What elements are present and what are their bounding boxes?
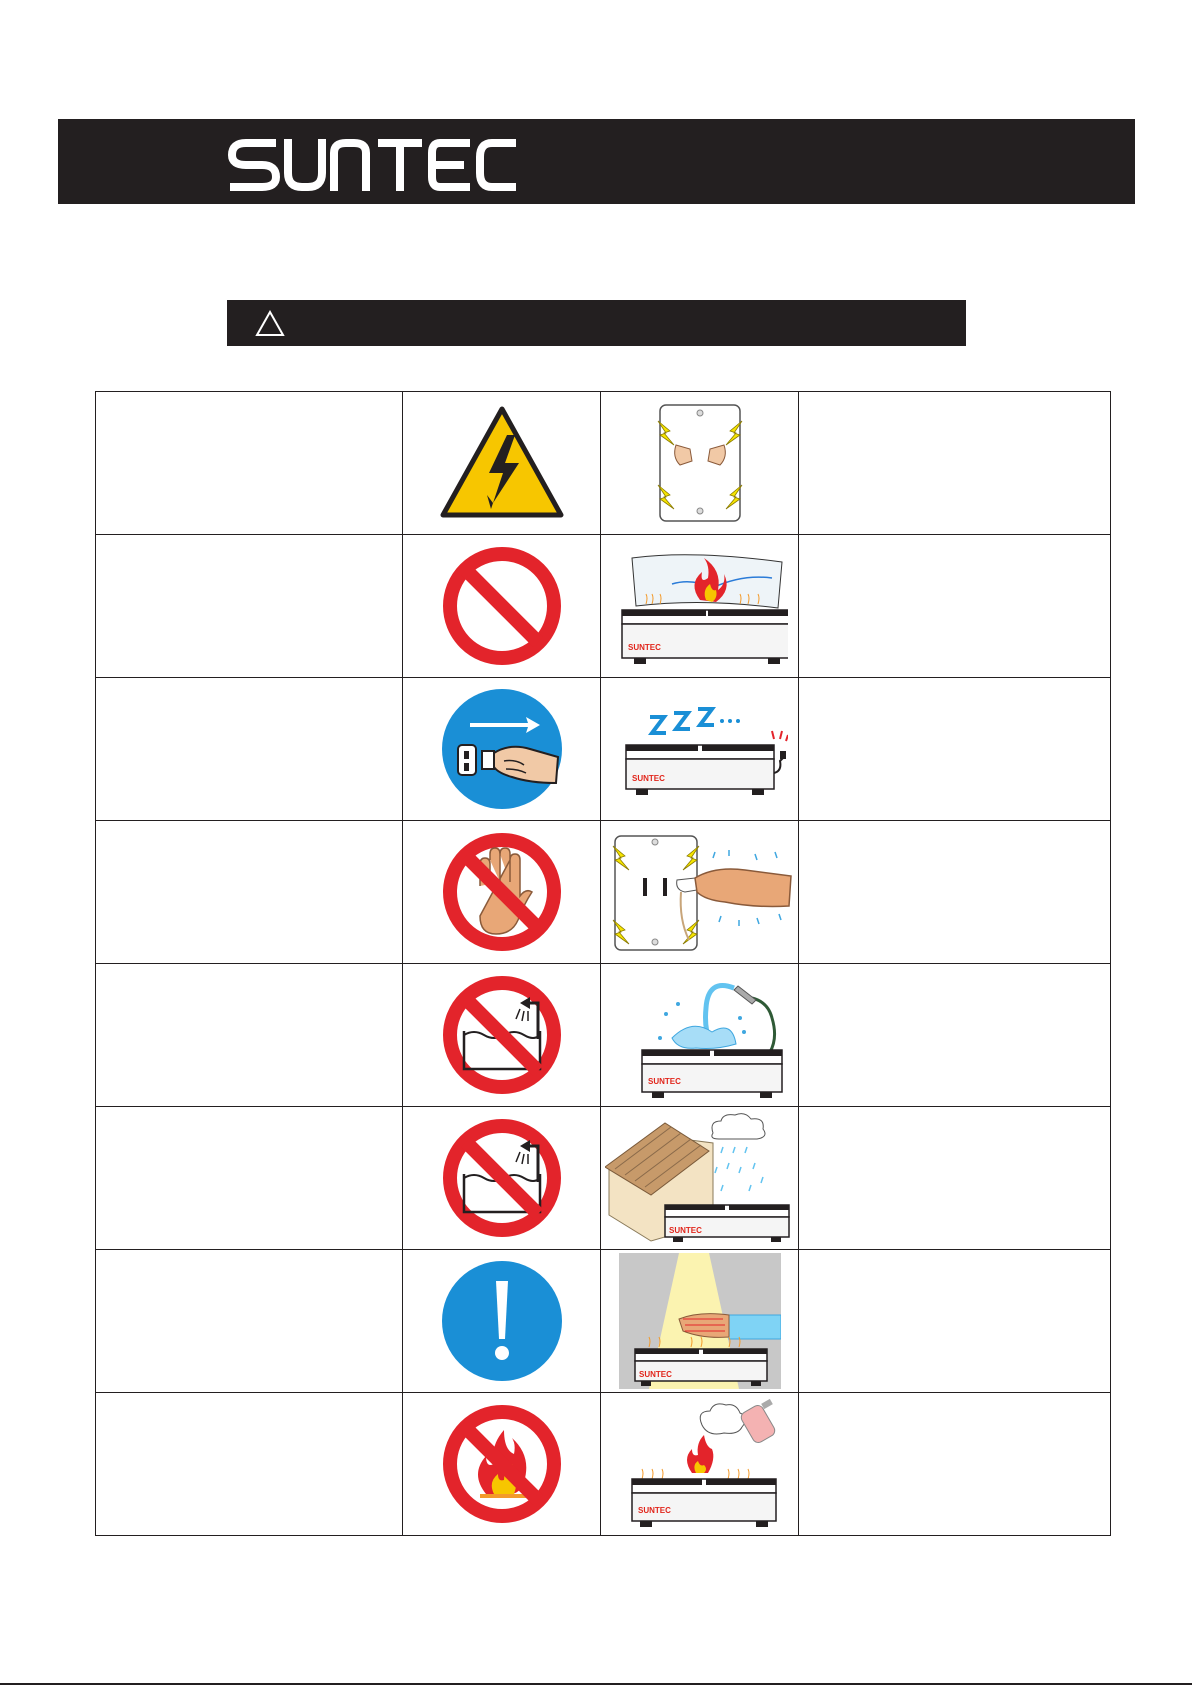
description-cell <box>799 678 1111 821</box>
symbol-cell <box>403 1393 601 1536</box>
table-row <box>96 1107 1111 1250</box>
brand-label: SUNTEC <box>647 1077 681 1086</box>
hand-above-hot-surface-illustration <box>619 1253 781 1389</box>
illustration-cell <box>601 535 799 678</box>
unplug-mandatory-icon <box>440 687 564 811</box>
table-row <box>96 392 1111 535</box>
description-cell <box>96 1107 403 1250</box>
description-cell <box>799 535 1111 678</box>
flammable-spray-near-hotplate-illustration <box>612 1397 788 1531</box>
no-flame-icon <box>440 1402 564 1526</box>
header-bar <box>58 119 1135 204</box>
brand-label: SUNTEC <box>631 774 665 783</box>
high-voltage-warning-icon <box>437 403 567 523</box>
description-cell <box>96 821 403 964</box>
warning-bar <box>227 300 966 346</box>
illustration-cell <box>601 964 799 1107</box>
safety-table <box>95 391 1111 1536</box>
description-cell <box>799 821 1111 964</box>
brand-label: SUNTEC <box>637 1506 671 1515</box>
description-cell <box>799 1250 1111 1393</box>
illustration-cell <box>601 1250 799 1393</box>
brand-label: SUNTEC <box>668 1226 702 1235</box>
description-cell <box>799 1107 1111 1250</box>
illustration-cell <box>601 821 799 964</box>
burning-paper-on-hotplate-illustration <box>612 544 788 668</box>
table-row <box>96 1250 1111 1393</box>
symbol-cell <box>403 964 601 1107</box>
table-row <box>96 821 1111 964</box>
illustration-cell <box>601 1393 799 1536</box>
hotplate-outdoor-rain-illustration <box>605 1111 795 1245</box>
description-cell <box>799 1393 1111 1536</box>
table-row <box>96 964 1111 1107</box>
prohibition-icon <box>440 544 564 668</box>
symbol-cell <box>403 535 601 678</box>
suntec-logo <box>226 129 516 201</box>
no-water-spray-icon <box>440 973 564 1097</box>
illustration-cell <box>601 1107 799 1250</box>
illustration-cell <box>601 392 799 535</box>
description-cell <box>96 1393 403 1536</box>
warning-triangle-icon <box>255 310 285 337</box>
table-row <box>96 535 1111 678</box>
no-touch-hand-icon <box>440 830 564 954</box>
brand-label: SUNTEC <box>638 1370 672 1379</box>
description-cell <box>799 964 1111 1107</box>
water-hose-on-hotplate-illustration <box>612 968 788 1102</box>
symbol-cell <box>403 1250 601 1393</box>
symbol-cell <box>403 678 601 821</box>
mandatory-exclamation-icon <box>440 1259 564 1383</box>
electrical-hazard-inside-illustration <box>640 401 760 525</box>
table-row <box>96 678 1111 821</box>
table-row <box>96 1393 1111 1536</box>
description-cell <box>96 964 403 1107</box>
symbol-cell <box>403 1107 601 1250</box>
description-cell <box>96 535 403 678</box>
idle-hotplate-unplug-illustration <box>612 687 788 811</box>
description-cell <box>96 1250 403 1393</box>
wet-hand-plug-shock-illustration <box>605 830 795 954</box>
symbol-cell <box>403 821 601 964</box>
description-cell <box>96 392 403 535</box>
no-water-spray-icon <box>440 1116 564 1240</box>
description-cell <box>799 392 1111 535</box>
illustration-cell <box>601 678 799 821</box>
brand-label: SUNTEC <box>627 643 661 652</box>
description-cell <box>96 678 403 821</box>
symbol-cell <box>403 392 601 535</box>
